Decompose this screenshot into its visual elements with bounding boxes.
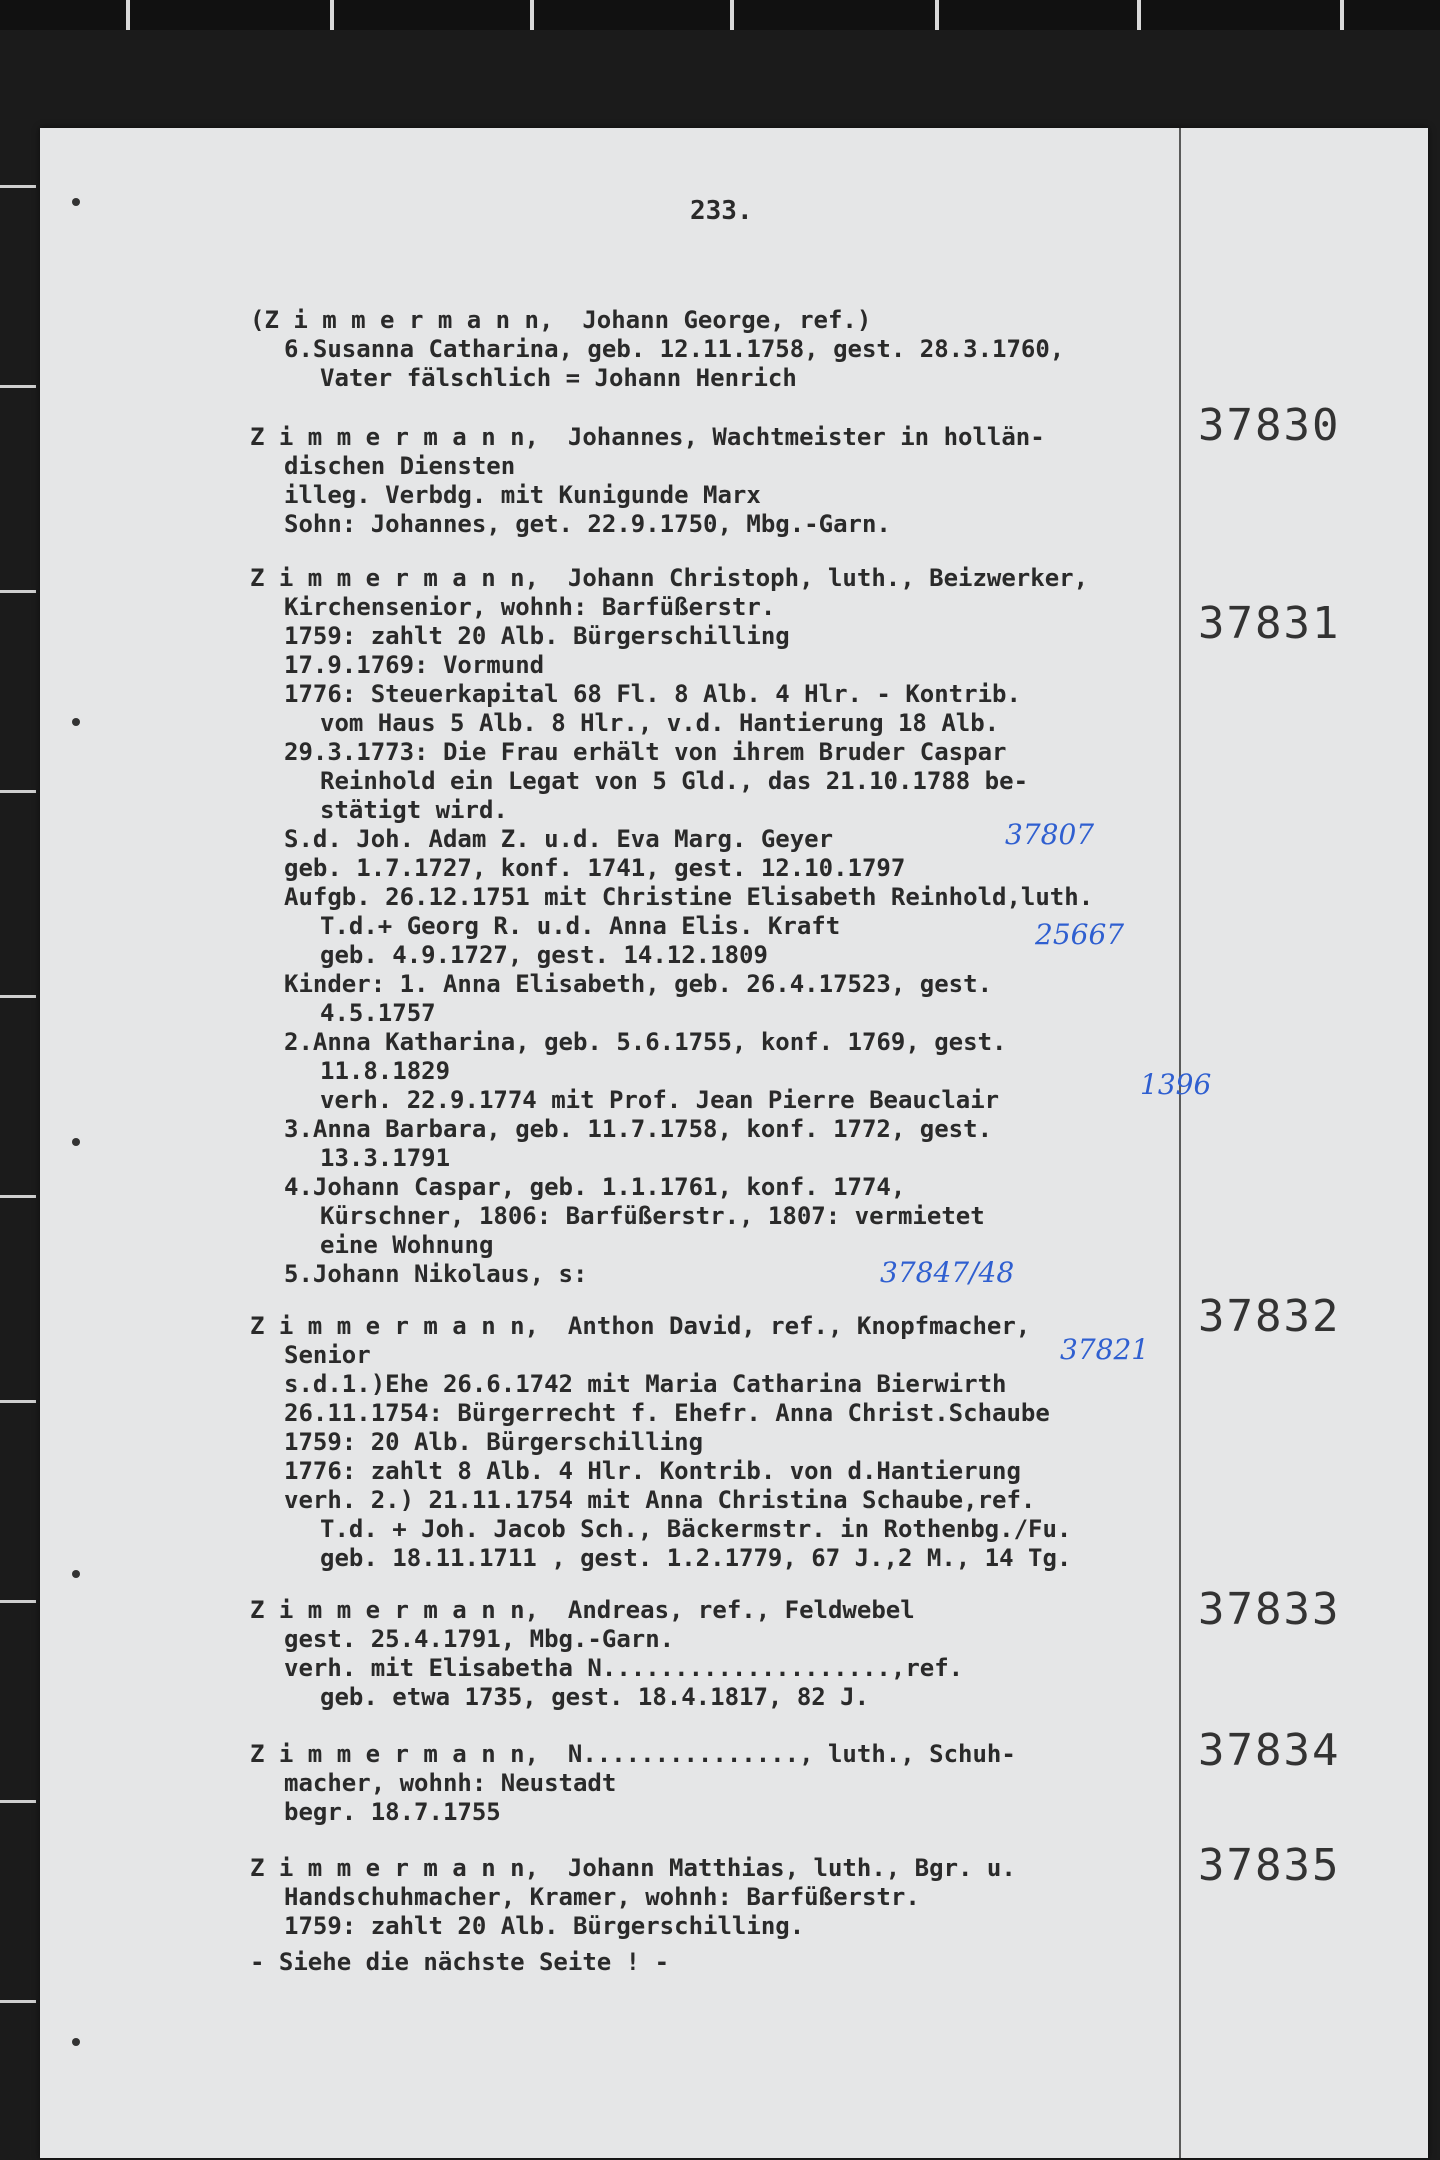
entry-line: Handschuhmacher, Kramer, wohnh: Barfüßerstr. [284,1883,920,1911]
entry-heading: Z i m m e r m a n n, N..............., luth., Schuh- [250,1740,1016,1768]
entry-line: Kinder: 1. Anna Elisabeth, geb. 26.4.17523, gest. [284,970,993,998]
entry-line: 3.Anna Barbara, geb. 11.7.1758, konf. 1772, gest. [284,1115,993,1143]
film-tick [126,0,130,30]
film-tick [0,590,36,593]
entry-heading: Z i m m e r m a n n, Johann Christoph, luth., Beizwerker, [250,564,1089,592]
entry-line: dischen Diensten [284,452,516,480]
punch-hole [72,1570,80,1578]
entry-line: 2.Anna Katharina, geb. 5.6.1755, konf. 1769, gest. [284,1028,1007,1056]
entry-37830 [250,423,1250,539]
record-number: 37830 [1198,400,1341,451]
entry-line: stätigt wird. [320,796,508,824]
entry-heading: Z i m m e r m a n n, Andreas, ref., Feldwebel [250,1596,915,1624]
film-tick [0,1800,36,1803]
entry-continuation [250,306,1250,393]
film-tick [0,1600,36,1603]
handwritten-number: 37821 [1060,1333,1150,1366]
entry-line: T.d. + Joh. Jacob Sch., Bäckermstr. in Rothenbg./Fu. [320,1515,1072,1543]
document-page [40,128,1428,2158]
entry-line: T.d.+ Georg R. u.d. Anna Elis. Kraft [320,912,841,940]
film-tick [1137,0,1141,30]
entry-line: 4.5.1757 [320,999,436,1027]
film-tick [0,790,36,793]
entry-heading: (Z i m m e r m a n n, Johann George, ref.) [250,306,872,334]
entry-line: macher, wohnh: Neustadt [284,1769,617,1797]
handwritten-number: 37847/48 [880,1256,1015,1289]
film-tick [1340,0,1344,30]
film-tick [0,1195,36,1198]
entry-line: verh. 22.9.1774 mit Prof. Jean Pierre Beauclair [320,1086,1000,1114]
entry-line: verh. 2.) 21.11.1754 mit Anna Christina Schaube,ref. [284,1486,1036,1514]
entry-line: 11.8.1829 [320,1057,451,1085]
punch-hole [72,198,80,206]
entry-line: eine Wohnung [320,1231,494,1259]
entry-line: verh. mit Elisabetha N....................,ref. [284,1654,964,1682]
entry-line: 4.Johann Caspar, geb. 1.1.1761, konf. 1774, [284,1173,906,1201]
entry-line: gest. 25.4.1791, Mbg.-Garn. [284,1625,675,1653]
entry-line: begr. 18.7.1755 [284,1798,501,1826]
entry-line: geb. 1.7.1727, konf. 1741, gest. 12.10.1797 [284,854,906,882]
entry-line: Senior [284,1341,371,1369]
film-tick [0,185,36,188]
entry-line: S.d. Joh. Adam Z. u.d. Eva Marg. Geyer [284,825,834,853]
entry-line: Kirchensenior, wohnh: Barfüßerstr. [284,593,776,621]
punch-hole [72,2038,80,2046]
record-number: 37833 [1198,1584,1341,1635]
entry-line: 1759: zahlt 20 Alb. Bürgerschilling. [284,1912,805,1940]
entry-line: 6.Susanna Catharina, geb. 12.11.1758, gest. 28.3.1760, [284,335,1065,363]
entry-line: geb. 4.9.1727, gest. 14.12.1809 [320,941,768,969]
entry-line: geb. etwa 1735, gest. 18.4.1817, 82 J. [320,1683,870,1711]
entry-line: vom Haus 5 Alb. 8 Hlr., v.d. Hantierung 18 Alb. [320,709,1000,737]
entry-line: 1776: zahlt 8 Alb. 4 Hlr. Kontrib. von d.Hantierung [284,1457,1021,1485]
footer-note: - Siehe die nächste Seite ! - [250,1948,670,1976]
record-number: 37834 [1198,1725,1341,1776]
entry-37835 [250,1854,1250,1941]
entry-line: 13.3.1791 [320,1144,451,1172]
entry-line: illeg. Verbdg. mit Kunigunde Marx [284,481,761,509]
entry-line: 26.11.1754: Bürgerrecht f. Ehefr. Anna Christ.Schaube [284,1399,1050,1427]
entry-line: 1759: 20 Alb. Bürgerschilling [284,1428,704,1456]
entry-heading: Z i m m e r m a n n, Johannes, Wachtmeister in hollän- [250,423,1045,451]
film-tick [0,1400,36,1403]
entry-line: 5.Johann Nikolaus, s: [284,1260,588,1288]
punch-hole [72,718,80,726]
entry-line: Vater fälschlich = Johann Henrich [320,364,797,392]
punch-hole [72,1138,80,1146]
record-number: 37831 [1198,598,1341,649]
handwritten-number: 25667 [1035,918,1125,951]
film-tick [330,0,334,30]
entry-line: Kürschner, 1806: Barfüßerstr., 1807: vermietet [320,1202,985,1230]
entry-37833 [250,1596,1250,1712]
entry-line: Aufgb. 26.12.1751 mit Christine Elisabeth Reinhold,luth. [284,883,1094,911]
entry-line: 1776: Steuerkapital 68 Fl. 8 Alb. 4 Hlr. - Kontrib. [284,680,1021,708]
film-tick [0,2000,36,2003]
record-number: 37835 [1198,1840,1341,1891]
film-tick [730,0,734,30]
entry-heading: Z i m m e r m a n n, Anthon David, ref., Knopfmacher, [250,1312,1031,1340]
entry-line: Sohn: Johannes, get. 22.9.1750, Mbg.-Garn. [284,510,891,538]
entry-line: s.d.1.)Ehe 26.6.1742 mit Maria Catharina Bierwirth [284,1370,1007,1398]
entry-line: 17.9.1769: Vormund [284,651,545,679]
film-tick [0,995,36,998]
entry-line: geb. 18.11.1711 , gest. 1.2.1779, 67 J.,2 M., 14 Tg. [320,1544,1072,1572]
entry-line: 29.3.1773: Die Frau erhält von ihrem Bruder Caspar [284,738,1007,766]
film-tick [935,0,939,30]
record-number: 37832 [1198,1291,1341,1342]
entry-line: 1759: zahlt 20 Alb. Bürgerschilling [284,622,790,650]
film-edge-top [0,0,1440,30]
handwritten-number: 1396 [1140,1068,1212,1101]
handwritten-number: 37807 [1005,818,1095,851]
page-number: 233. [690,196,753,226]
film-tick [530,0,534,30]
entry-line: Reinhold ein Legat von 5 Gld., das 21.10.1788 be- [320,767,1029,795]
entry-37834 [250,1740,1250,1827]
entry-heading: Z i m m e r m a n n, Johann Matthias, luth., Bgr. u. [250,1854,1016,1882]
film-tick [0,385,36,388]
